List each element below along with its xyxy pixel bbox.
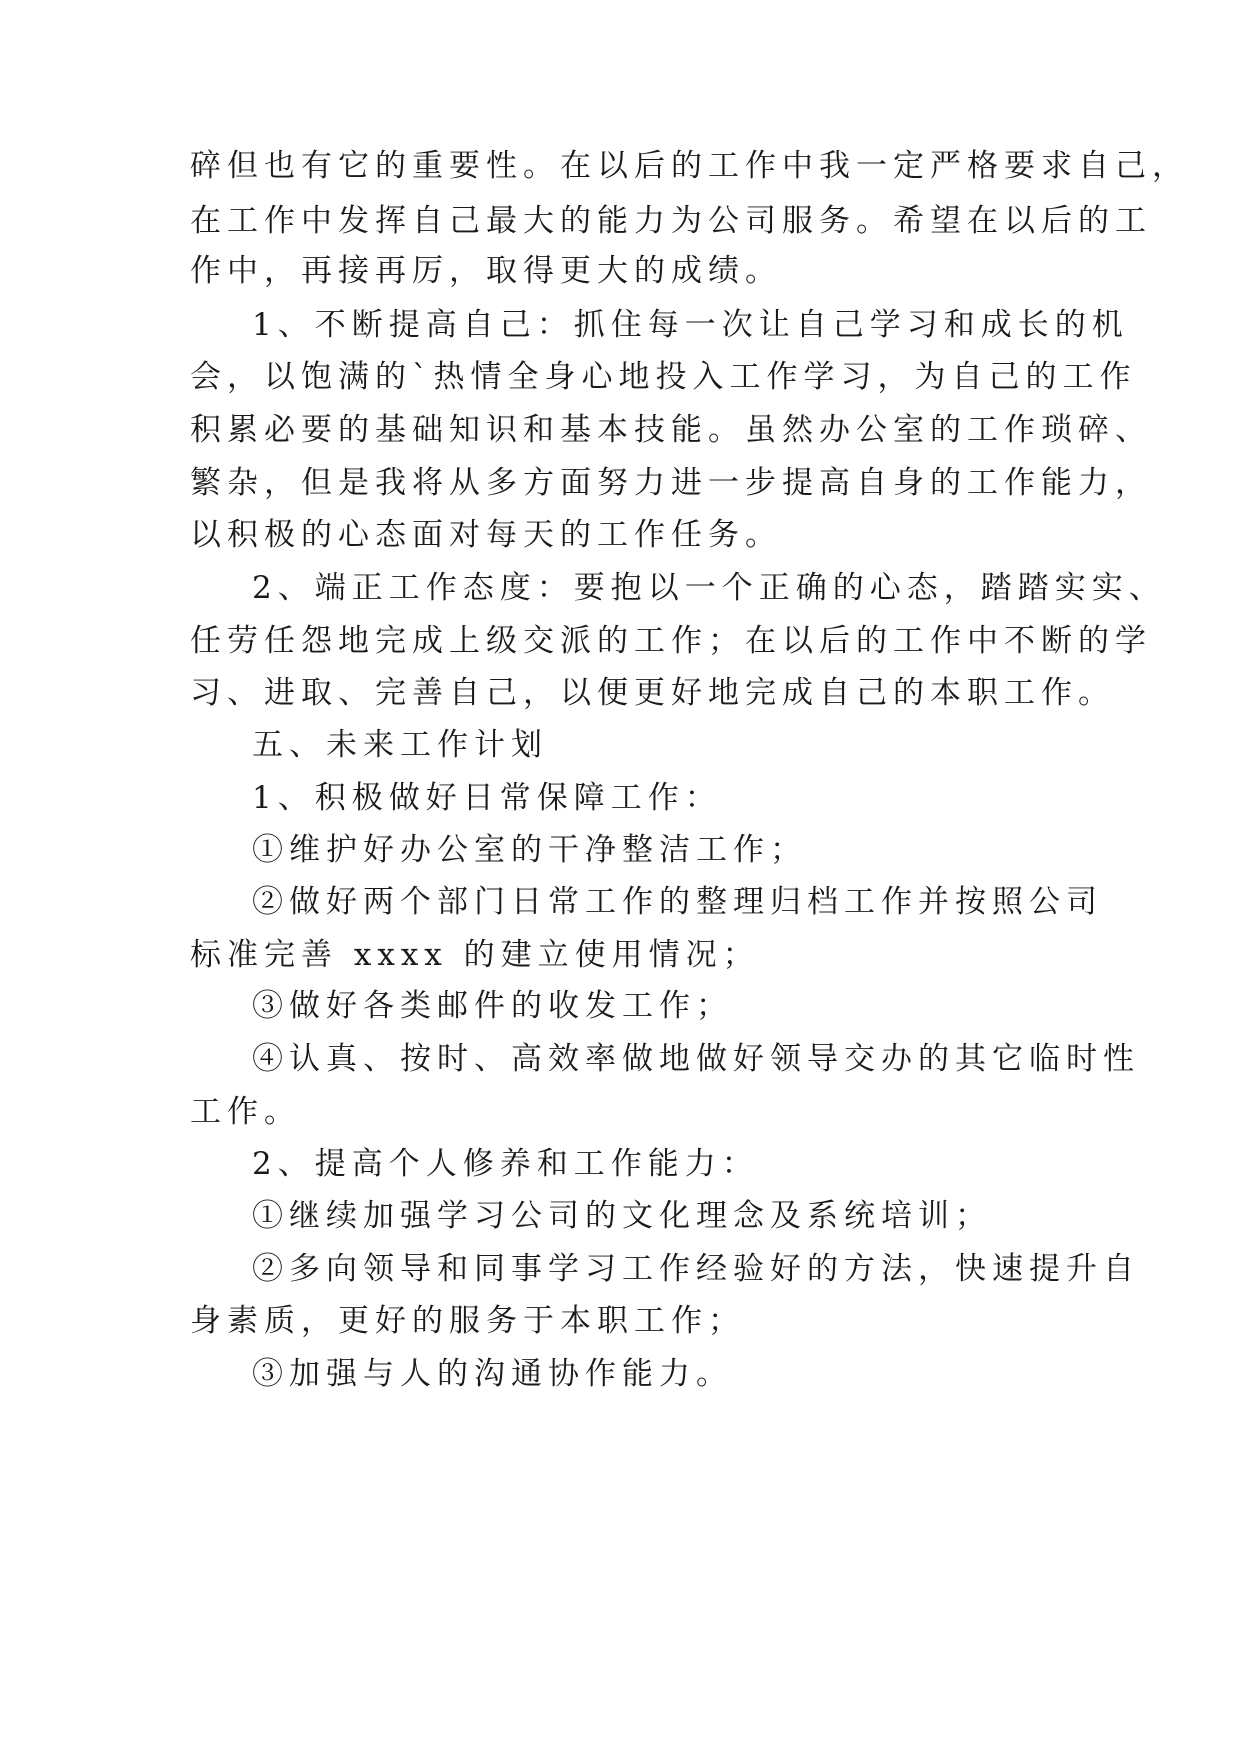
body-text-line: ②多向领导和同事学习工作经验好的方法，快速提升自 [252,1251,1140,1287]
section-heading: 五、未来工作计划 [252,727,548,763]
body-text-line: 身素质，更好的服务于本职工作； [190,1303,745,1339]
body-text-line: 1、不断提高自己：抓住每一次让自己学习和成长的机 [252,307,1129,343]
body-text-line: 积累必要的基础知识和基本技能。虽然办公室的工作琐碎、 [190,412,1152,448]
body-text-line: 会，以饱满的`热情全身心地投入工作学习，为自己的工作 [190,359,1137,395]
body-text-line: 标准完善 xxxx 的建立使用情况； [190,937,760,973]
body-text-line: 在工作中发挥自己最大的能力为公司服务。希望在以后的工 [190,203,1152,239]
body-text-line: 以积极的心态面对每天的工作任务。 [190,517,782,553]
body-text-line: ②做好两个部门日常工作的整理归档工作并按照公司 [252,884,1103,920]
body-text-line: 工作。 [190,1094,301,1130]
body-text-line: 作中，再接再厉，取得更大的成绩。 [190,253,782,289]
body-text-line: 习、进取、完善自己，以便更好地完成自己的本职工作。 [190,675,1115,711]
body-text-line: 任劳任怨地完成上级交派的工作；在以后的工作中不断的学 [190,623,1152,659]
body-text-line: ④认真、按时、高效率做地做好领导交办的其它临时性 [252,1041,1140,1077]
body-text-line: 2、端正工作态度：要抱以一个正确的心态，踏踏实实、 [252,570,1166,606]
body-text-line: 繁杂，但是我将从多方面努力进一步提高自身的工作能力， [190,465,1152,501]
body-text-line: ③做好各类邮件的收发工作； [252,988,733,1024]
body-text-line: ③加强与人的沟通协作能力。 [252,1356,733,1392]
body-text-line: 碎但也有它的重要性。在以后的工作中我一定严格要求自己， [190,148,1189,184]
body-text-line: ①继续加强学习公司的文化理念及系统培训； [252,1198,992,1234]
body-text-line: ①维护好办公室的干净整洁工作； [252,832,807,868]
body-text-line: 2、提高个人修养和工作能力： [252,1146,759,1182]
body-text-line: 1、积极做好日常保障工作： [252,780,722,816]
